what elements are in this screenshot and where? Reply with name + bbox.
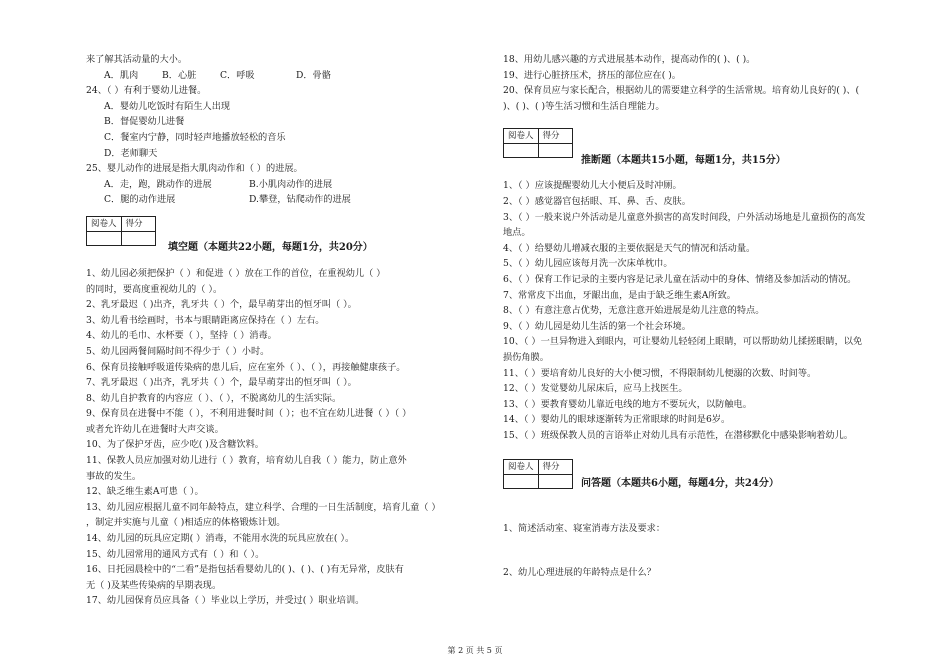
question-line: 13、幼儿园应根据儿童不同年龄特点，建立科学、合理的一日生活制度，培育儿童（ ） <box>86 501 441 513</box>
q23-tail: 来了解其活动量的大小。 <box>86 54 188 65</box>
score-label: 得分 <box>538 129 572 144</box>
score-box <box>86 216 156 246</box>
question-line: 20、保育员应与家长配合，根据幼儿的需要建立科学的生活常规。培育幼儿良好的( )、( <box>503 85 860 97</box>
question-line: 15、（ ）班级保教人员的言语举止对幼儿具有示范性，在潜移默化中感染影响着幼儿。 <box>503 429 853 441</box>
question-line: 8、（ ）有意注意占优势，无意注意开始进展是幼儿注意的特点。 <box>503 305 765 317</box>
question-line: 1、（ ）应该提醒婴幼儿大小便后及时冲厕。 <box>503 180 682 192</box>
option: D．骨骼 <box>296 69 331 81</box>
question-line: 12、（ ）发觉婴幼儿尿床后，应马上找医生。 <box>503 383 688 395</box>
score-cell[interactable] <box>538 144 572 158</box>
question-line: 14、幼儿园的玩具应定期( ）消毒，不能用水洗的玩具应放在( ）。 <box>86 533 355 545</box>
question-line: 9、保育员在进餐中不能（ ），不利用进餐时间（ ）；也不宜在幼儿进餐（ ）（ ） <box>86 408 412 420</box>
question-line: 事故的发生。 <box>86 470 142 482</box>
option: B.小肌肉动作的进展 <box>249 178 333 190</box>
option: A．肌肉 <box>104 69 139 81</box>
question-line: 的同时，要高度重视幼儿的（ ）。 <box>86 283 223 295</box>
question-line: 或者允许幼儿在进餐时大声交谈。 <box>86 423 224 435</box>
score-box <box>503 459 573 489</box>
option: B．心脏 <box>162 69 197 81</box>
left-column <box>86 52 441 609</box>
question-line: 10、（ ）一旦异物进入到眼内，可让婴幼儿轻轻闭上眼睛，可以帮助幼儿揉搓眼睛，以免 <box>503 336 863 348</box>
judge-section-header <box>503 128 898 176</box>
grader-label: 阅卷人 <box>504 129 539 144</box>
question-line: 6、（ ）保育工作记录的主要内容是记录儿童在活动中的身体、情绪及参加活动的情况。 <box>503 273 857 285</box>
q24: 24、（ ）有利于婴幼儿进餐。 <box>86 85 207 97</box>
question-line: 无（ )及某些传染病的早期表现。 <box>86 579 222 591</box>
question-line: 17、幼儿园保育员应具备（ ）毕业以上学历，并受过( ）职业培训。 <box>86 595 365 607</box>
question-line: 损伤角膜。 <box>503 351 549 363</box>
score-cell[interactable] <box>121 231 155 245</box>
score-box <box>503 128 573 158</box>
option: C．呼吸 <box>220 69 255 81</box>
grader-label: 阅卷人 <box>87 216 122 231</box>
question-line: 4、（ ）给婴幼儿增减衣服的主要依据是天气的情况和活动量。 <box>503 242 756 254</box>
grader-label: 阅卷人 <box>504 460 539 475</box>
question-line: 19、进行心脏挤压术，挤压的部位应在( )。 <box>503 69 681 81</box>
grader-cell[interactable] <box>504 475 539 489</box>
question-line: 5、（ ）幼儿园应该每月洗一次床单枕巾。 <box>503 258 673 270</box>
question-line: 10、为了保护牙齿，应少吃( )及含糖饮料。 <box>86 439 264 451</box>
option: A．走，跑，跳动作的进展 <box>104 178 212 190</box>
option: C．腿的动作进展 <box>104 194 176 206</box>
question-line: 6、保育员接触呼吸道传染病的患儿后，应在室外（ ）、（ ），再接触健康孩子。 <box>86 361 406 373</box>
q25-options-row2 <box>86 192 441 208</box>
question-line: 11、保教人员应加强对幼儿进行（ ）教育，培育幼儿自我（ ）能力，防止意外 <box>86 455 407 467</box>
question-line: 5、幼儿园两餐间隔时间不得少于（ ）小时。 <box>86 345 270 357</box>
question-line: 18、用幼儿感兴趣的方式进展基本动作，提高动作的( )、( )。 <box>503 54 756 65</box>
score-label: 得分 <box>538 460 572 475</box>
question-line: ，制定并实施与儿童（ )相适应的体格锻炼计划。 <box>86 517 286 529</box>
question-line: 2、（ ）感觉器官包括眼、耳、鼻、舌、皮肤。 <box>503 195 691 207</box>
fill-questions-continued <box>503 52 898 114</box>
question-line: 12、缺乏维生素A可患（ ）。 <box>86 486 204 498</box>
score-label: 得分 <box>121 216 155 231</box>
question-line: 3、幼儿看书绘画时，书本与眼睛距离应保持在（ ）左右。 <box>86 314 325 326</box>
question-line: 8、幼儿自护教育的内容应（ ）、（ ），不脱离幼儿的生活实际。 <box>86 392 342 404</box>
fill-questions <box>86 266 441 609</box>
option: C．餐室内宁静，同时轻声地播放轻松的音乐 <box>104 131 286 143</box>
question-line: 13、（ ）要教育婴幼儿靠近电线的地方不要玩火，以防触电。 <box>503 398 752 410</box>
option: D.攀登，钻爬动作的进展 <box>249 194 351 206</box>
question-line: 9、（ ）幼儿园是幼儿生活的第一个社会环境。 <box>503 320 691 332</box>
question-line: 15、幼儿园常用的通风方式有（ ）和（ ）。 <box>86 548 265 560</box>
question-line: 1、幼儿园必须把保护（ ）和促进（ ）放在工作的首位，在重视幼儿（ ） <box>86 267 386 279</box>
right-column <box>503 52 898 581</box>
section-title: 问答题（本题共6小题，每题4分，共24分） <box>581 478 779 490</box>
question-line: 3、（ ）一般来说户外活动是儿童意外损害的高发时间段，户外活动场地是儿童损伤的高发 <box>503 211 866 223</box>
grader-cell[interactable] <box>504 144 539 158</box>
question-line: 16、日托园晨检中的“二看”是指包括看婴幼儿的( )、( )、( )有无异常，皮肤有 <box>86 564 404 576</box>
question-line: 14、（ ）婴幼儿的眼球逐渐转为正常眼球的时间是6岁。 <box>503 414 731 426</box>
score-cell[interactable] <box>538 475 572 489</box>
option: D．老师聊天 <box>104 147 158 159</box>
section-title: 填空题（本题共22小题，每题1分，共20分） <box>168 241 373 253</box>
judge-questions <box>503 178 898 443</box>
question-line: )、( )、( )等生活习惯和生活自理能力。 <box>503 100 665 112</box>
page-footer: 第 2 页 共 5 页 <box>447 646 503 655</box>
option: B．督促婴幼儿进餐 <box>104 116 185 128</box>
question-line: 4、幼儿的毛巾、水杯要（ ），坚持（ ）消毒。 <box>86 330 277 342</box>
option: A．婴幼儿吃饭时有陌生人出现 <box>104 100 231 112</box>
question-line: 2、乳牙最迟（ )出齐，乳牙共（ ）个，最早萌芽出的恒牙叫（ ）。 <box>86 299 357 311</box>
question-line: 地点。 <box>503 227 531 239</box>
q23-options <box>86 68 441 84</box>
grader-cell[interactable] <box>87 231 122 245</box>
qa-section-header <box>503 459 898 507</box>
section-title: 推断题（本题共15小题，每题1分，共15分） <box>581 155 786 167</box>
qa-question-1: 1、简述活动室、寝室消毒方法及要求： <box>503 523 666 535</box>
fill-section-header <box>86 216 441 256</box>
question-line: 7、乳牙最迟（ )出齐，乳牙共（ ）个，最早萌芽出的恒牙叫（ ）。 <box>86 377 357 389</box>
qa-question-2: 2、幼儿心理进展的年龄特点是什么？ <box>503 567 656 579</box>
q25-options-row1 <box>86 177 441 193</box>
question-line: 7、常常皮下出血，牙龈出血，是由于缺乏维生素A所致。 <box>503 289 736 301</box>
q25: 25、婴儿动作的进展是指大肌肉动作和（ ）的进展。 <box>86 163 303 175</box>
question-line: 11、（ ）要培育幼儿良好的大小便习惯，不得限制幼儿便溺的次数、时间等。 <box>503 367 817 379</box>
